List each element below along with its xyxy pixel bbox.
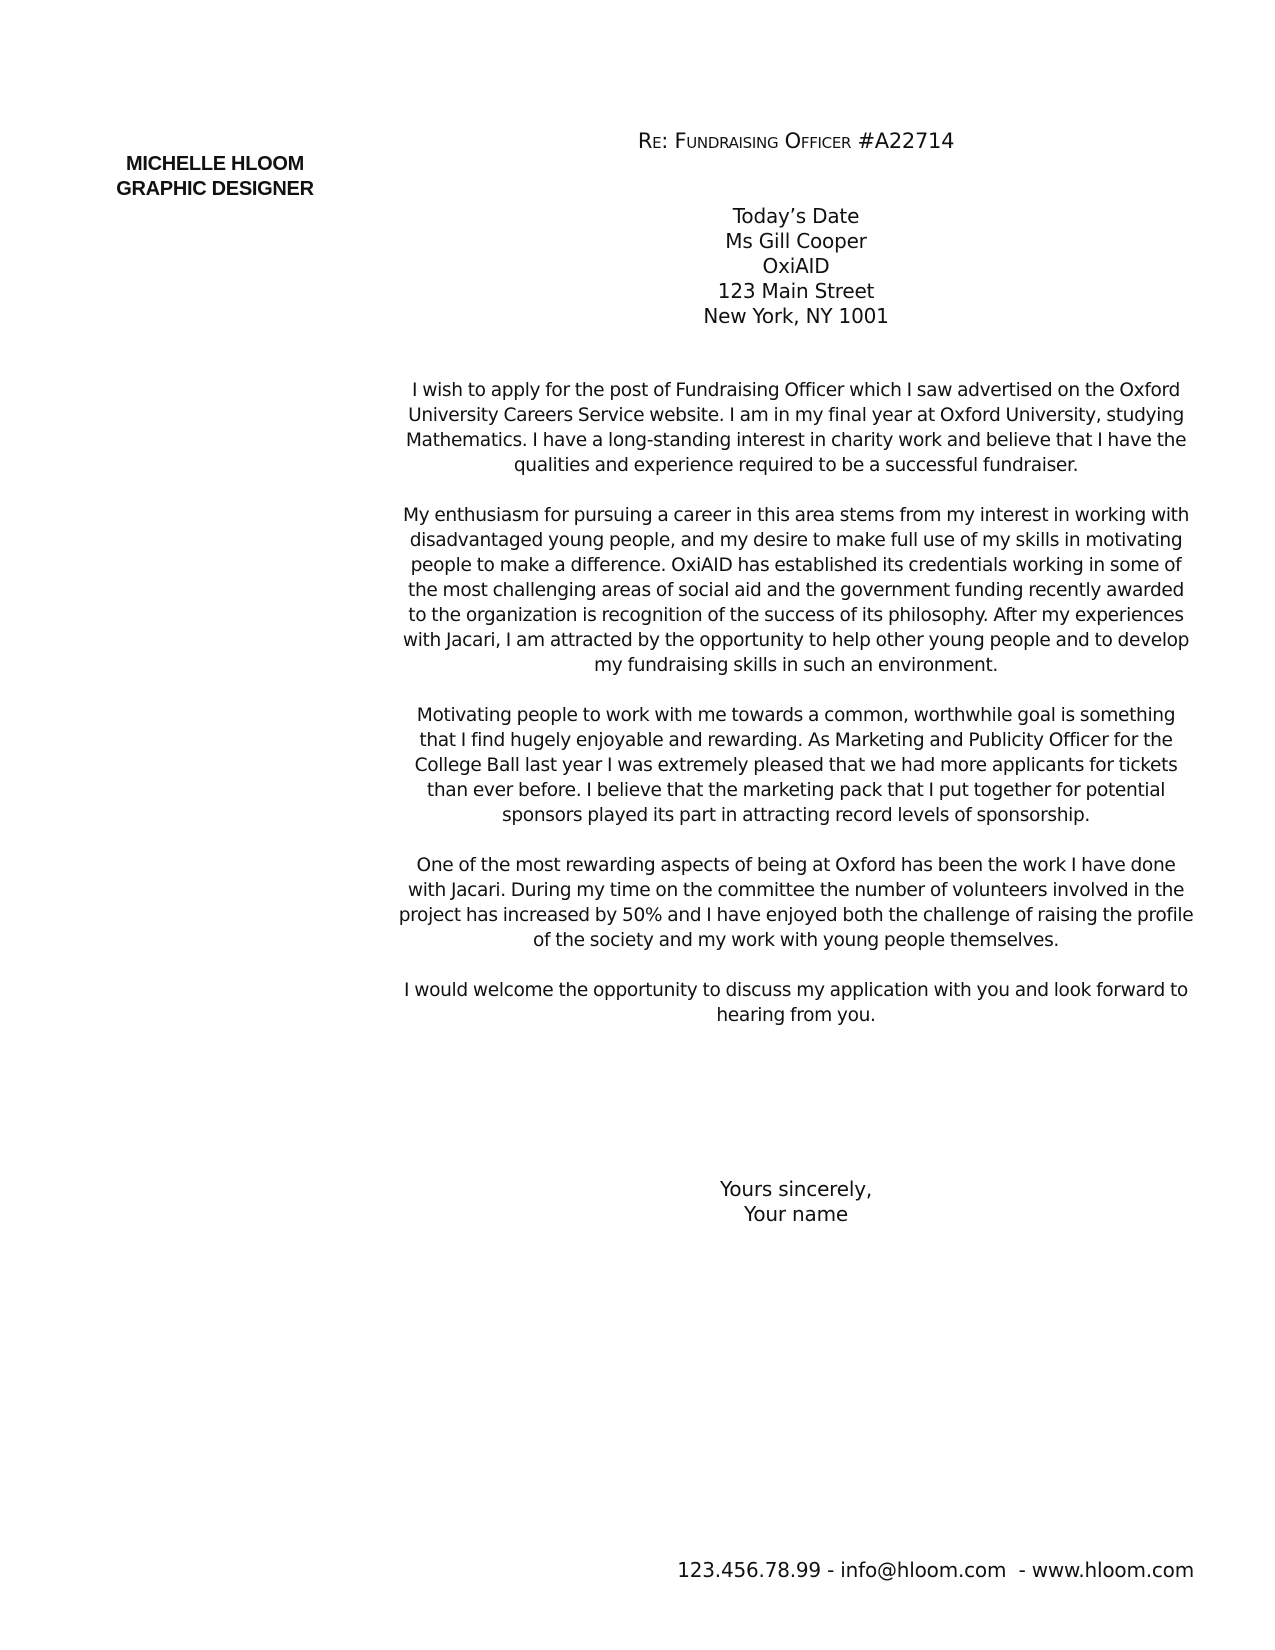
body-paragraph: I wish to apply for the post of Fundraising Officer which I saw advertised on the Oxford University Careers Service website. I am in my final year at Oxford University, studying Mathematics. I have a long-standing interest in charity work and believe that I have the qualities and experience required to be a successful fundraiser. [405,380,1187,476]
body-paragraph: One of the most rewarding aspects of being at Oxford has been the work I have done with Jacari. During my time on the committee the number of volunteers involved in the project has increased by 50% and I have enjoyed both the challenge of raising the profile of the society and my work with young people themselves. [398,855,1194,951]
body-paragraph: My enthusiasm for pursuing a career in this area stems from my interest in working with disadvantaged young people, and my desire to make full use of my skills in motivating people to make a difference. OxiAID has established its credentials working in some of the most challenging areas of social aid and the government funding recently awarded to the organization is recognition of the success of its philosophy. After my experiences with Jacari, I am attracted by the opportunity to help other young people and to develop my fundraising skills in such an environment. [402,505,1190,676]
body-paragraph: I would welcome the opportunity to discuss my application with you and look forward to hearing from you. [404,980,1188,1026]
recipient-street: 123 Main Street [717,279,875,303]
reference-line: Re: Fundraising Officer #A22714 [637,129,955,153]
signature-name: Your name [744,1202,848,1226]
sender-title: GRAPHIC DESIGNER [116,178,314,200]
recipient-name: Ms Gill Cooper [725,229,867,253]
closing-block [398,1177,1194,1227]
body-paragraph: Motivating people to work with me towards a common, worthwhile goal is something that I find hugely enjoyable and rewarding. As Marketing and Publicity Officer for the College Ball last year I was extremely pleased that we had more applicants for tickets than ever before. I believe that the marketing pack that I put together for potential sponsors played its part in attracting record levels of sponsorship. [414,705,1178,826]
closing-salutation: Yours sincerely, [719,1177,873,1201]
letter-body [398,378,1194,1053]
recipient-city: New York, NY 1001 [703,304,889,328]
recipient-organization: OxiAID [762,254,830,278]
letter-date: Today’s Date [732,204,860,228]
footer-contact: 123.456.78.99 - info@hloom.com - www.hloom.com [677,1558,1194,1582]
recipient-address [398,204,1194,329]
sender-block [95,152,335,202]
sender-name: MICHELLE HLOOM [125,153,304,175]
